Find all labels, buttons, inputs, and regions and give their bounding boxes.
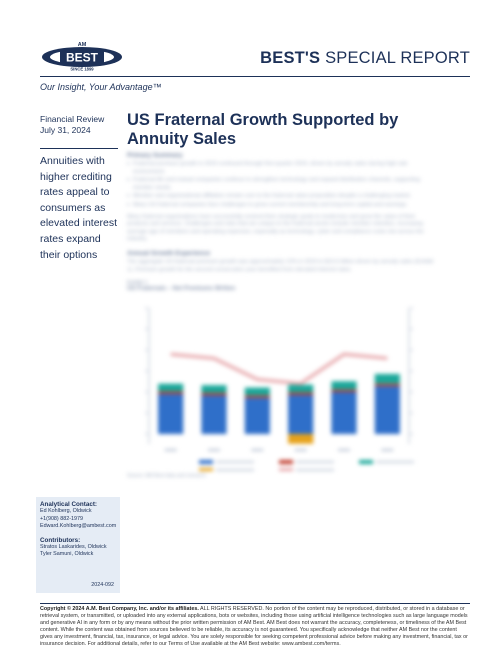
report-title-bold: BEST'S — [260, 49, 321, 67]
exhibit-label: Exhibit 1 — [127, 280, 148, 287]
legend-label — [216, 461, 254, 463]
bar-segment — [245, 398, 270, 434]
chart-svg — [127, 296, 437, 471]
copyright-bold: Copyright © 2024 A.M. Best Company, Inc. and/or its affiliates. — [40, 606, 199, 612]
analytical-contact-phone: +1(908) 882-1979 — [40, 515, 84, 522]
logo-best-text: BEST — [65, 50, 99, 65]
legend-swatch — [279, 468, 293, 471]
page-title: US Fraternal Growth Supported by Annuity Sales — [127, 111, 399, 148]
chart-source: Source: AM Best data and research — [127, 473, 206, 480]
review-type: Financial Review — [40, 114, 105, 124]
bar-segment — [331, 390, 356, 392]
bar-segment — [245, 396, 270, 398]
bar-segment — [375, 386, 400, 434]
bullet-text: Member and organizational affiliation remain core to the fraternal value proposition despite a challenging market. — [133, 193, 412, 200]
legend-swatch — [359, 460, 373, 464]
header-divider — [40, 76, 470, 77]
copyright-text: ALL RIGHTS RESERVED. No portion of the content may be reproduced, distributed, or stored in a database or retrieval system, or transmitted, or uploaded into any external applications, bots or websites, including those using artificial intelligence technologies such as large language models and generative AI in any form or by any means without the prior written permission of AM Best. AM Best does not warrant the accuracy, completeness, or timeliness of the AM Best content. While the content was obtained from sources believed to be reliable, its accuracy is not guaranteed. You specifically acknowledge that neither AM Best nor the content gives any investment, financial, tax, insurance, or legal advice. You are solely responsible for seeking competent professional advice before making any investment, financial, tax or insurance decision. For additional details, refer to our Terms of Use available at the AM Best website: www.ambest.com/terms. — [40, 606, 468, 647]
bullet-text: Fraternal life and mutual companies continue to strengthen technology and expand distribution channels, supporting member needs. — [133, 177, 421, 191]
contributor-name: Tyler Samuni, Oldwick — [40, 551, 94, 557]
bar-segment — [201, 385, 226, 393]
legend-label — [216, 469, 254, 471]
footer-divider — [40, 603, 470, 604]
legend-swatch — [199, 460, 213, 464]
section-heading: Primary Summary — [127, 152, 183, 159]
contributor-name: Stratos Laskarides, Oldwick — [40, 543, 107, 550]
analytical-contact-email[interactable]: Edward.Kohlberg@ambest.com — [40, 523, 117, 529]
bullet-text: Fraternal premium growth in 2023 continued through first quarter 2024, driven by annuity sales during high rate environment. — [133, 161, 408, 175]
logo-since-text: SINCE 1899 — [70, 66, 94, 72]
bullet-text: Many US fraternal companies face challenges to grow current membership and long-term capital and earnings. — [133, 201, 408, 208]
bar-segment — [331, 381, 356, 389]
report-body — [127, 152, 437, 572]
bar-segment — [331, 392, 356, 434]
bar-segment — [201, 396, 226, 435]
legend-label — [296, 461, 334, 463]
am-best-logo — [40, 40, 130, 72]
report-header — [0, 0, 500, 80]
copyright-footer — [40, 606, 470, 647]
bar-segment — [158, 392, 183, 394]
report-type-title — [260, 49, 470, 68]
list-item: • Fraternal life and mutual companies continue to strengthen technology and expand distribution channels, supporting member needs. — [127, 177, 437, 192]
bar-segment — [158, 384, 183, 392]
list-item: • Fraternal premium growth in 2023 continued through first quarter 2024, driven by annuity sales during high rate environment. — [127, 161, 437, 176]
analytical-contact-name: Ed Kohlberg, Oldwick — [40, 508, 92, 514]
bar-segment — [375, 374, 400, 384]
list-item: • Many US fraternal companies face challenges to grow current membership and long-term capital and earnings. — [127, 202, 437, 210]
legend-swatch — [279, 460, 293, 464]
document-number: 2024-092 — [91, 582, 114, 588]
analytical-contact-heading: Analytical Contact: — [40, 501, 98, 508]
am-best-logo-icon — [40, 40, 130, 72]
pull-quote: Annuities with higher crediting rates appeal to consumers as elevated interest rates expand their options — [40, 155, 118, 261]
review-meta — [40, 114, 120, 136]
bar-segment — [288, 434, 313, 444]
bar-segment — [288, 385, 313, 393]
bar-segment — [288, 393, 313, 395]
legend-label — [296, 469, 334, 471]
exhibit-title: US Fraternals – Net Premiums Written — [127, 286, 236, 293]
bar-segment — [375, 384, 400, 386]
bar-segment — [245, 388, 270, 396]
body-paragraph: The aggregate US fraternal premium growth was approximately 12% in 2023 to $15.6 billion driven by annuity sales (Exhibit 1). Premium growth for the second consecutive year benefited from elevated interest rates. — [127, 258, 434, 273]
bar-segment — [201, 393, 226, 395]
legend-swatch — [199, 468, 213, 471]
review-date: July 31, 2024 — [40, 125, 91, 135]
list-item: • Member and organizational affiliation remain core to the fraternal value proposition despite a challenging market. — [127, 193, 437, 201]
contact-box — [36, 497, 120, 593]
contributors-heading: Contributors: — [40, 536, 81, 544]
bar-segment — [288, 395, 313, 434]
sidebar-divider — [40, 148, 118, 149]
body-paragraph: Many fraternal organizations have successfully evolved their strategic goals to modernize and grow the value of their products and services. Challenges and risks that are unique to the fraternal sector include member retention, increasing average age of members and operating expenses, especially as technology, cyber and compliance costs rise across the industry. — [127, 213, 424, 243]
report-title-light: SPECIAL REPORT — [325, 49, 470, 67]
legend-label — [376, 461, 414, 463]
exhibit-chart — [127, 296, 437, 471]
series-line — [171, 354, 388, 383]
logo-am-text: AM — [77, 42, 87, 48]
bar-segment — [158, 394, 183, 434]
section-heading: Annual Growth Experience — [127, 249, 211, 257]
tagline: Our Insight, Your Advantage™ — [40, 82, 162, 92]
